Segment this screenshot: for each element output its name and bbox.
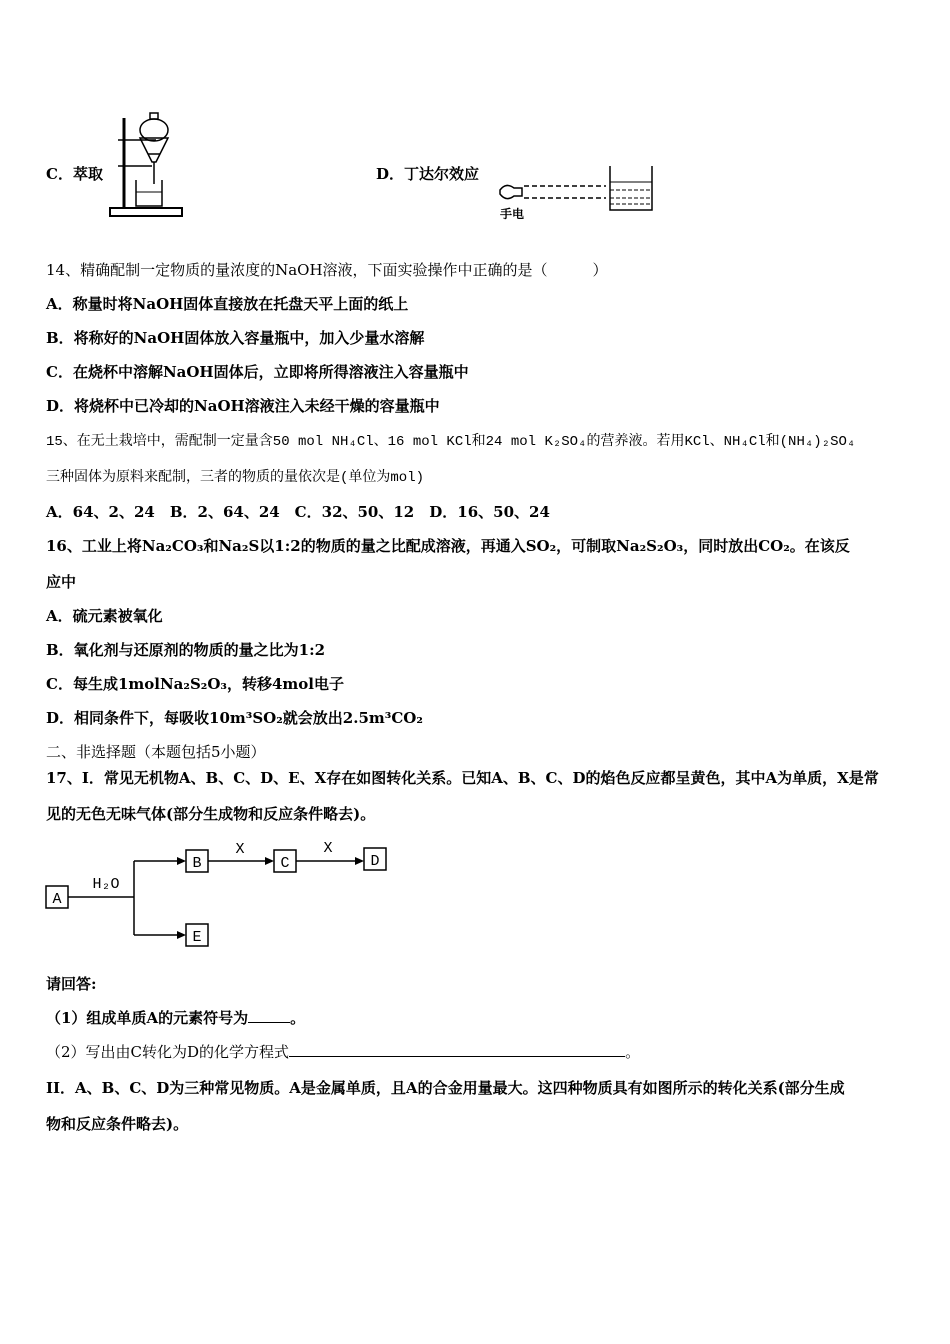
- arrow-label-x1: X: [235, 841, 245, 858]
- q16-option-b: B．氧化剂与还原剂的物质的量之比为1:2: [46, 641, 326, 659]
- arrowhead-to-d: [355, 857, 364, 865]
- q14-stem: 14、精确配制一定物质的量浓度的NaOH溶液，下面实验操作中正确的是（ ）: [46, 261, 608, 279]
- arrow-label-x2: X: [323, 840, 333, 857]
- q17-sub2-prefix: （2）写出由C转化为D的化学方程式: [46, 1043, 290, 1061]
- q14-option-b: B．将称好的NaOH固体放入容量瓶中，加入少量水溶解: [46, 329, 425, 347]
- arrowhead-to-c: [265, 857, 274, 865]
- conversion-diagram: [44, 840, 394, 952]
- q17-part1-line1: 17、I．常见无机物A、B、C、D、E、X存在如图转化关系。已知A、B、C、D的焰色反应都呈黄色，其中A为单质，X是常: [46, 769, 879, 787]
- q14-option-a: A．称量时将NaOH固体直接放在托盘天平上面的纸上: [46, 295, 409, 313]
- tyndall-effect-apparatus: [496, 160, 656, 222]
- q15-stem-line1: 15、在无土栽培中，需配制一定量含50 mol NH₄Cl、16 mol KCl和24 mol K₂SO₄的营养液。若用KCl、NH₄Cl和(NH₄)₂SO₄: [46, 434, 856, 450]
- box-c: C: [280, 855, 290, 872]
- q17-part2-line1: II．A、B、C、D为三种常见物质。A是金属单质，且A的合金用量最大。这四种物质具有如图所示的转化关系(部分生成: [46, 1079, 845, 1097]
- flashlight-label: 手电: [500, 207, 525, 221]
- q15-options: A．64、2、24 B．2、64、24 C．32、50、12 D．16、50、24: [46, 503, 550, 521]
- section-heading: 二、非选择题（本题包括5小题）: [46, 743, 266, 761]
- q16-option-d: D．相同条件下，每吸收10m³SO₂就会放出2.5m³CO₂: [46, 709, 423, 727]
- q14-option-d: D．将烧杯中已冷却的NaOH溶液注入未经干燥的容量瓶中: [46, 397, 440, 415]
- option-c-extraction: C．萃取: [46, 165, 103, 183]
- box-e: E: [192, 929, 202, 946]
- box-a: A: [52, 891, 62, 908]
- q14-option-c: C．在烧杯中溶解NaOH固体后，立即将所得溶液注入容量瓶中: [46, 363, 469, 381]
- q17-part1-line2: 见的无色无味气体(部分生成物和反应条件略去)。: [46, 805, 376, 823]
- option-d-tyndall: D．丁达尔效应: [376, 165, 480, 183]
- box-b: B: [192, 855, 202, 872]
- q16-option-a: A．硫元素被氧化: [46, 607, 163, 625]
- q16-stem-line1: 16、工业上将Na₂CO₃和Na₂S以1:2的物质的量之比配成溶液，再通入SO₂，可制取Na₂S₂O₃，同时放出CO₂。在该反: [46, 537, 850, 555]
- q16-stem-line2: 应中: [46, 573, 77, 591]
- q16-option-c: C．每生成1molNa₂S₂O₃，转移4mol电子: [46, 675, 345, 693]
- answer-blank-2[interactable]: [289, 1042, 625, 1057]
- q17-ask: 请回答:: [46, 975, 97, 993]
- q15-stem-line2: 三种固体为原料来配制，三者的物质的量依次是(单位为mol): [46, 470, 425, 486]
- q17-part2-line2: 物和反应条件略去)。: [46, 1115, 189, 1133]
- q17-sub2: [46, 1042, 640, 1062]
- q17-sub1-prefix: （1）组成单质A的元素符号为: [46, 1009, 249, 1027]
- arrowhead-to-e: [177, 931, 186, 939]
- box-d: D: [370, 853, 380, 870]
- arrowhead-to-b: [177, 857, 186, 865]
- arrow-label-water: H₂O: [92, 876, 120, 893]
- q17-sub1: [46, 1008, 305, 1028]
- separatory-funnel-apparatus: [108, 108, 188, 220]
- answer-blank-1[interactable]: [248, 1008, 290, 1023]
- q17-sub2-suffix: 。: [625, 1043, 641, 1061]
- q17-sub1-suffix: 。: [290, 1009, 306, 1027]
